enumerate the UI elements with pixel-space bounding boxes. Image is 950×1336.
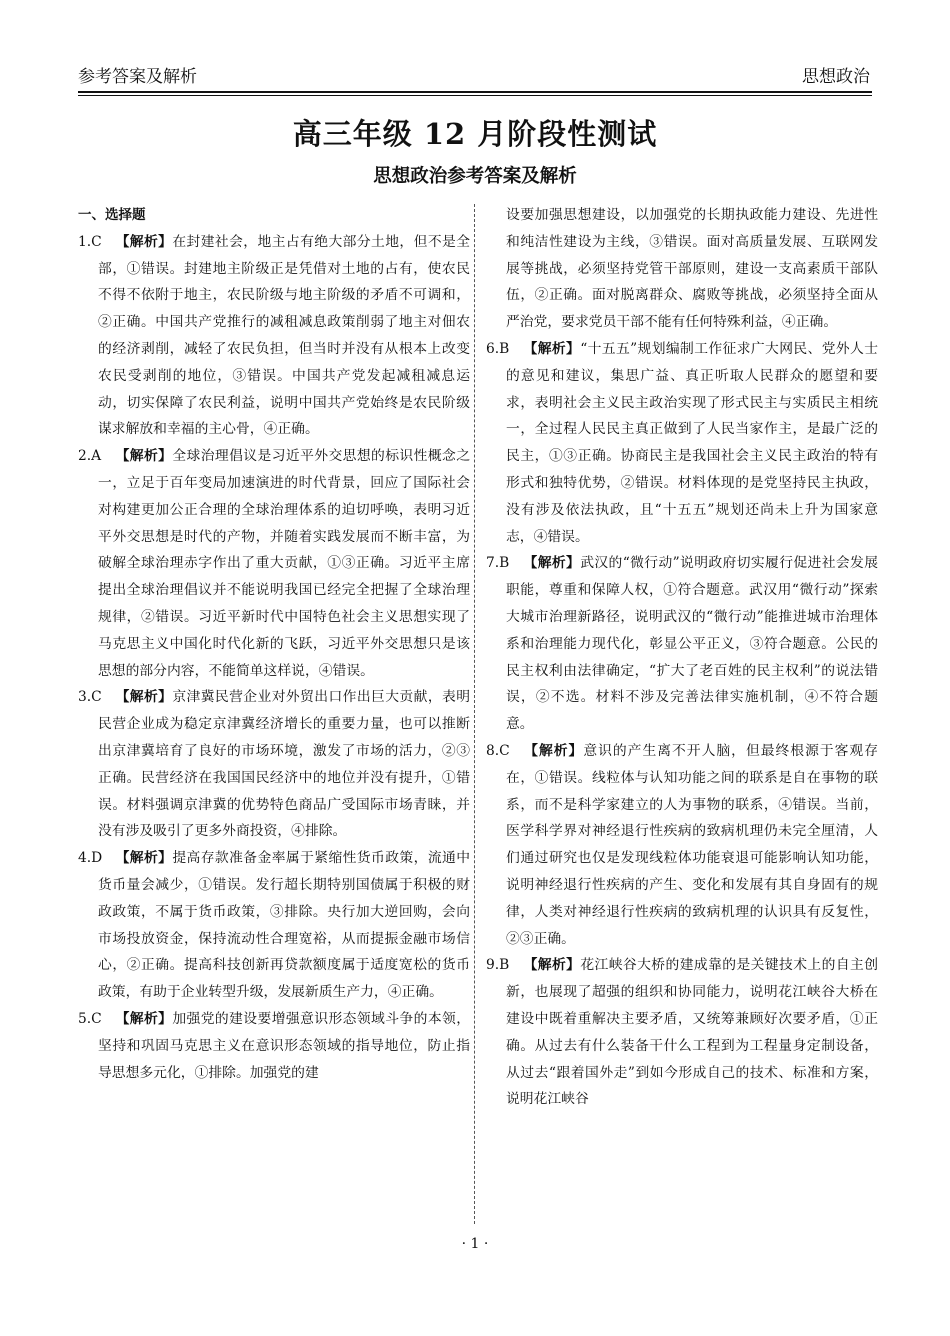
header-rule-thin: [78, 95, 872, 96]
question-number: 3.: [78, 689, 92, 706]
analysis-text: 加强党的建设要增强意识形态领域斗争的本领，坚持和巩固马克思主义在意识形态领域的指导地位，防止指导思想多元化，①排除。加强党的建: [98, 1010, 471, 1081]
column-divider: [474, 204, 475, 1224]
answer-letter: B: [499, 957, 510, 974]
analysis-text: “十五五”规划编制工作征求广大网民、党外人士的意见和建议，集思广益、真正听取人民群众的愿望和要求，表明社会主义民主政治实现了形式民主与实质民主相统一，全过程人民民主真正做到了人民当家作主，是最广泛的民主，①③正确。协商民主是我国社会主义民主政治的特有形式和独特优势，②错误。材料体现的是党坚持民主执政，没有涉及依法执政，且“十五五”规划还尚未上升为国家意志，④错误。: [506, 340, 879, 545]
left-column: [78, 202, 470, 1086]
question-number: 6.: [486, 340, 500, 357]
answer-letter: D: [91, 850, 103, 867]
analysis-text: 京津冀民营企业对外贸出口作出巨大贡献，表明民营企业成为稳定京津冀经济增长的重要力量，也可以推断出京津冀培育了良好的市场环境，激发了市场的活力，②③正确。民营经济在我国国民经济中的地位并没有提升，①错误。材料强调京津冀的优势特色商品广受国际市场青睐，并没有涉及吸引了更多外商投资，④排除。: [98, 689, 471, 840]
answer-letter: C: [91, 233, 102, 250]
page-title: 高三年级 12 月阶段性测试: [292, 117, 658, 151]
header-subject: 思想政治: [802, 67, 870, 87]
right-column: [486, 202, 878, 1113]
analysis-tag: 【解析】: [523, 742, 584, 759]
question-number: 2.: [78, 448, 92, 465]
question-number: 7.: [486, 555, 500, 572]
analysis-text: 提高存款准备金率属于紧缩性货币政策，流通中货币量会减少，①错误。发行超长期特别国债属于积极的财政政策，不属于货币政策，③排除。央行加大逆回购，会向市场投放资金，保持流动性合理宽裕，从而提振金融市场信心，②正确。提高科技创新再贷款额度属于适度宽松的货币政策，有助于企业转型升级，发展新质生产力，④正确。: [98, 850, 471, 1001]
question-item: [78, 443, 470, 684]
analysis-text: 意识的产生离不开人脑，但最终根源于客观存在，①错误。线粒体与认知功能之间的联系是自在事物的联系，而不是科学家建立的人为事物的联系，④错误。当前，医学科学界对神经退行性疾病的致病机理仍未完全厘清，人们通过研究也仅是发现线粒体功能衰退可能影响认知功能，说明神经退行性疾病的产生、变化和发展有其自身固有的规律，人类对神经退行性疾病的致病机理的认识具有反复性，②③正确。: [506, 742, 879, 947]
question-item: [486, 952, 878, 1113]
question-item: [78, 684, 470, 845]
analysis-tag: 【解析】: [523, 555, 581, 572]
answer-letter: A: [91, 448, 102, 465]
answer-letter: B: [499, 555, 510, 572]
answer-letter: B: [499, 340, 510, 357]
question-item: [78, 845, 470, 1006]
question-continuation: 设要加强思想建设，以加强党的长期执政能力建设、先进性和纯洁性建设为主线，③错误。面对高质量发展、互联网发展等挑战，必须坚持党管干部原则，建设一支高素质干部队伍，②正确。面对脱离群众、腐败等挑战，必须坚持全面从严治党，要求党员干部不能有任何特殊利益，④正确。: [506, 207, 878, 331]
analysis-text: 在封建社会，地主占有绝大部分土地，但不是全部，①错误。封建地主阶级正是凭借对土地的占有，使农民不得不依附于地主，农民阶级与地主阶级的矛盾不可调和，②正确。中国共产党推行的减租减息政策削弱了地主对佃农的经济剥削，减轻了农民负担，但当时并没有从根本上改变农民受剥削的地位，③错误。中国共产党发起减租减息运动，切实保障了农民利益，说明中国共产党始终是农民阶级谋求解放和幸福的主心骨，④正确。: [98, 233, 471, 438]
question-item: [486, 550, 878, 738]
analysis-tag: 【解析】: [523, 340, 581, 357]
analysis-tag: 【解析】: [523, 957, 581, 974]
analysis-text: 全球治理倡议是习近平外交思想的标识性概念之一，立足于百年变局加速演进的时代背景，回应了国际社会对构建更加公正合理的全球治理体系的迫切呼唤，表明习近平外交思想是时代的产物，并随着实践发展而不断丰富，为破解全球治理赤字作出了重大贡献，①③正确。习近平主席提出全球治理倡议并不能说明我国已经完全把握了全球治理规律，②错误。习近平新时代中国特色社会主义思想实现了马克思主义中国化时代化新的飞跃，习近平外交思想只是该思想的部分内容，不能简单这样说，④错误。: [98, 448, 471, 679]
question-item: [486, 738, 878, 952]
question-number: 9.: [486, 957, 500, 974]
section-heading: 一、选择题: [78, 207, 146, 223]
question-item: [78, 229, 470, 443]
question-number: 4.: [78, 850, 92, 867]
answer-letter: C: [91, 689, 102, 706]
answer-letter: C: [499, 742, 510, 759]
analysis-tag: 【解析】: [115, 233, 173, 250]
question-item: [486, 336, 878, 550]
question-number: 8.: [486, 742, 500, 759]
analysis-text: 武汉的“微行动”说明政府切实履行促进社会发展职能，尊重和保障人权，①符合题意。武汉用“微行动”探索大城市治理新路径，说明武汉的“微行动”能推进城市治理体系和治理能力现代化，彰显公平正义，③符合题意。公民的民主权利由法律确定，“扩大了老百姓的民主权利”的说法错误，②不选。材料不涉及完善法律实施机制，④不符合题意。: [506, 555, 879, 733]
question-item: [78, 1006, 470, 1086]
analysis-tag: 【解析】: [115, 448, 173, 465]
analysis-tag: 【解析】: [115, 689, 173, 706]
header-rule: [78, 91, 872, 93]
question-number: 1.: [78, 233, 92, 250]
answer-letter: C: [91, 1010, 102, 1027]
analysis-tag: 【解析】: [115, 1010, 173, 1027]
analysis-text: 花江峡谷大桥的建成靠的是关键技术上的自主创新，也展现了超强的组织和协同能力，说明花江峡谷大桥在建设中既着重解决主要矛盾，又统筹兼顾好次要矛盾，①正确。从过去有什么装备干什么工程到为工程量身定制设备，从过去“跟着国外走”到如今形成自己的技术、标准和方案，说明花江峡谷: [506, 957, 879, 1108]
page-subtitle: 思想政治参考答案及解析: [373, 166, 577, 187]
header-left-title: 参考答案及解析: [78, 67, 197, 87]
question-number: 5.: [78, 1010, 92, 1027]
page-number: · 1 ·: [461, 1236, 489, 1252]
analysis-tag: 【解析】: [115, 850, 173, 867]
